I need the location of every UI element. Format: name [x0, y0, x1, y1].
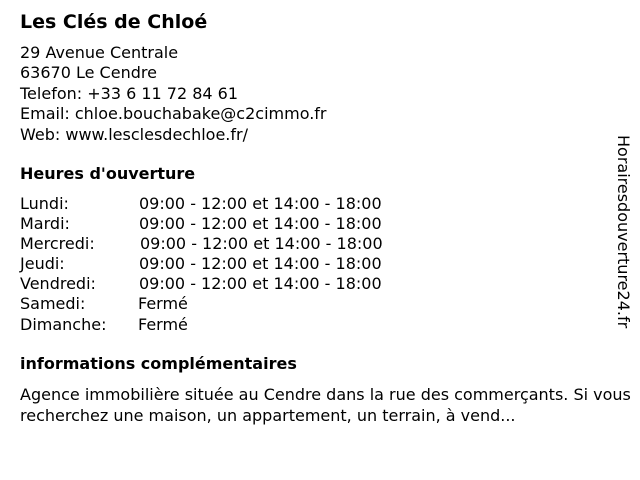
time-value: 09:00 - 12:00 et 14:00 - 18:00	[139, 194, 382, 213]
time-value: 09:00 - 12:00 et 14:00 - 18:00	[140, 234, 383, 254]
day-label: Samedi:	[20, 294, 86, 314]
address-city: 63670 Le Cendre	[20, 63, 157, 83]
phone-line: Telefon: +33 6 11 72 84 61	[20, 83, 239, 103]
site-watermark: Horairesdouverture24.fr	[614, 135, 633, 329]
time-value: 09:00 - 12:00 et 14:00 - 18:00	[139, 274, 382, 294]
address-street: 29 Avenue Centrale	[20, 43, 179, 62]
time-value: 09:00 - 12:00 et 14:00 - 18:00	[139, 254, 382, 274]
hours-heading: Heures d'ouverture	[20, 164, 196, 183]
info-description: Agence immobilière située au Cendre dans la rue des commerçants. Si vous recherchez une maison, un appartement, un terrain, à vend...	[20, 385, 631, 425]
info-heading: informations complémentaires	[20, 354, 297, 373]
day-label: Jeudi:	[20, 254, 65, 274]
email-line: Email: chloe.bouchabake@c2cimmo.fr	[20, 104, 327, 124]
time-value: 09:00 - 12:00 et 14:00 - 18:00	[139, 214, 382, 234]
day-label: Dimanche:	[20, 314, 107, 334]
contact-block	[20, 43, 327, 145]
day-label: Vendredi:	[20, 274, 96, 294]
day-label: Lundi:	[20, 194, 69, 213]
time-value: Fermé	[138, 314, 188, 334]
web-line: Web: www.lesclesdechloe.fr/	[20, 124, 248, 144]
time-value: Fermé	[138, 294, 188, 314]
day-label: Mercredi:	[20, 234, 95, 254]
day-label: Mardi:	[20, 214, 70, 234]
business-name: Les Clés de Chloé	[20, 11, 208, 33]
